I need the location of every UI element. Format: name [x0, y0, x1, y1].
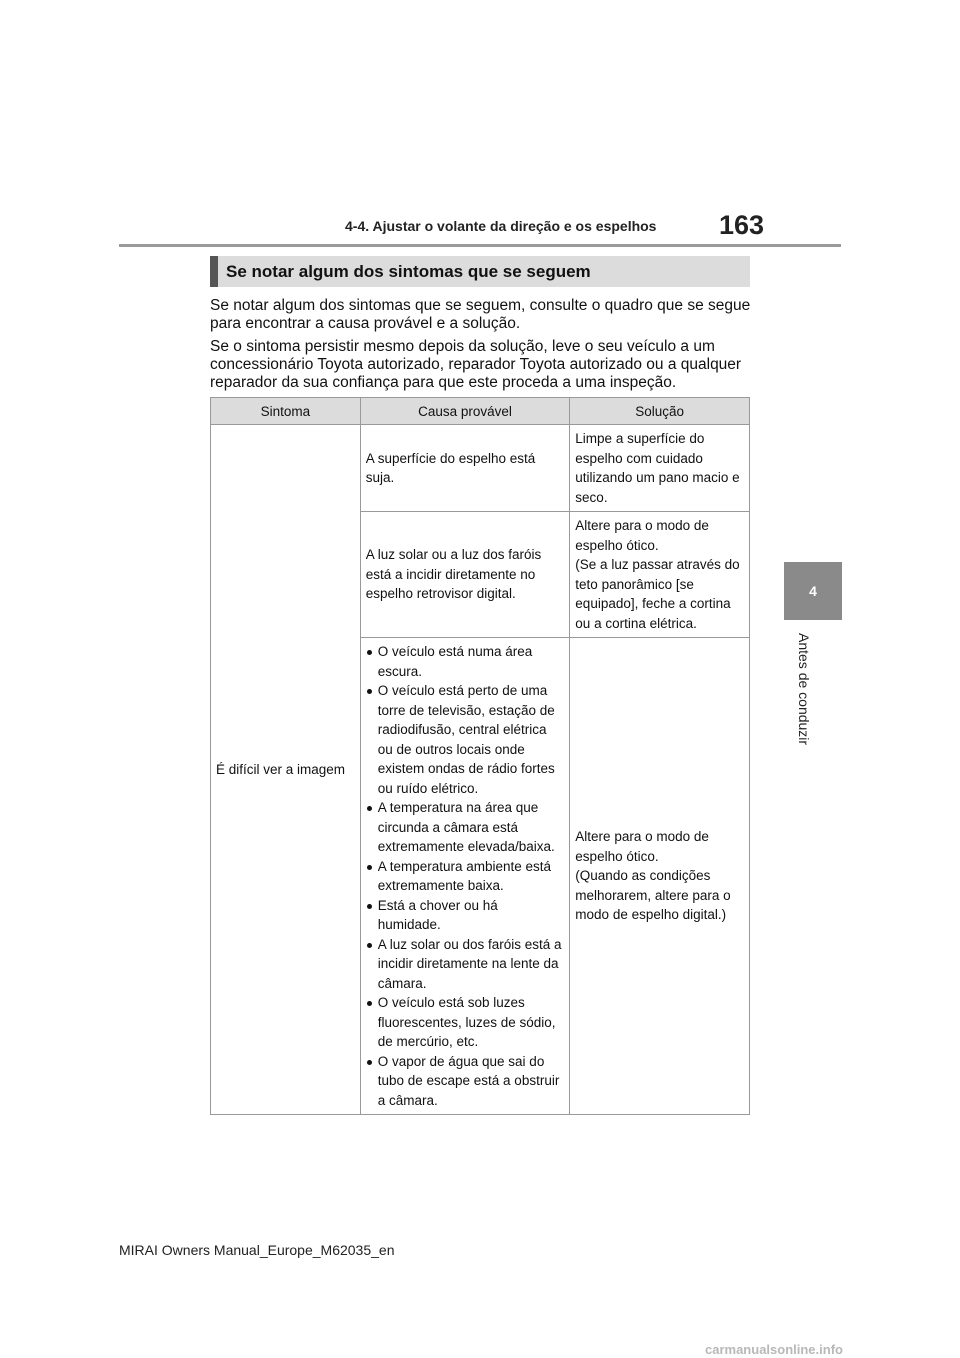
list-item: A luz solar ou dos faróis está a incidir diretamente na lente da câmara.: [366, 935, 565, 994]
header-symptom: Sintoma: [211, 398, 361, 425]
solution-cell: Altere para o modo de espelho ótico. (Quando as condições melhorarem, altere para o modo de espelho digital.): [570, 638, 750, 1115]
list-item: Está a chover ou há humidade.: [366, 896, 565, 935]
advice-paragraph: Se o sintoma persistir mesmo depois da solução, leve o seu veículo a um concessionário Toyota autorizado, reparador Toyota autorizado ou a qualquer reparador da sua confiança para que este proceda a uma inspeção.: [210, 338, 742, 391]
cause-cell: A luz solar ou a luz dos faróis está a incidir diretamente no espelho retrovisor digital.: [360, 512, 570, 638]
footer-manual-name: MIRAI Owners Manual_Europe_M62035_en: [119, 1242, 395, 1258]
list-item: O veículo está numa área escura.: [366, 642, 565, 681]
solution-cell: Limpe a superfície do espelho com cuidado utilizando um pano macio e seco.: [570, 425, 750, 512]
table-header-row: [211, 398, 750, 425]
watermark: carmanualsonline.info: [705, 1342, 843, 1357]
section-heading: Se notar algum dos sintomas que se seguem: [210, 256, 750, 287]
header-solution: Solução: [570, 398, 750, 425]
section-title: 4-4. Ajustar o volante da direção e os espelhos: [345, 218, 657, 234]
table-row: [211, 425, 750, 512]
cause-cell: [360, 638, 570, 1115]
intro-paragraph: Se notar algum dos sintomas que se seguem, consulte o quadro que se segue para encontrar a causa provável e a solução.: [210, 297, 751, 332]
symptom-table: [210, 397, 750, 1115]
header-cause: Causa provável: [360, 398, 570, 425]
list-item: A temperatura ambiente está extremamente baixa.: [366, 857, 565, 896]
list-item: O veículo está sob luzes fluorescentes, luzes de sódio, de mercúrio, etc.: [366, 993, 565, 1052]
cause-list: [366, 642, 565, 1110]
cause-cell: A superfície do espelho está suja.: [360, 425, 570, 512]
chapter-label: Antes de conduzir: [796, 633, 812, 746]
list-item: O vapor de água que sai do tubo de escape está a obstruir a câmara.: [366, 1052, 565, 1111]
solution-cell: Altere para o modo de espelho ótico. (Se a luz passar através do teto panorâmico [se equipado], feche a cortina ou a cortina elétrica.: [570, 512, 750, 638]
page-number: 163: [719, 210, 765, 240]
list-item: A temperatura na área que circunda a câmara está extremamente elevada/baixa.: [366, 798, 565, 857]
chapter-tab[interactable]: 4: [784, 562, 842, 620]
list-item: O veículo está perto de uma torre de televisão, estação de radiodifusão, central elétrica ou de outros locais onde existem ondas de rádio fortes ou ruído elétrico.: [366, 681, 565, 798]
symptom-cell: É difícil ver a imagem: [211, 425, 361, 1115]
header-divider: [119, 244, 841, 247]
